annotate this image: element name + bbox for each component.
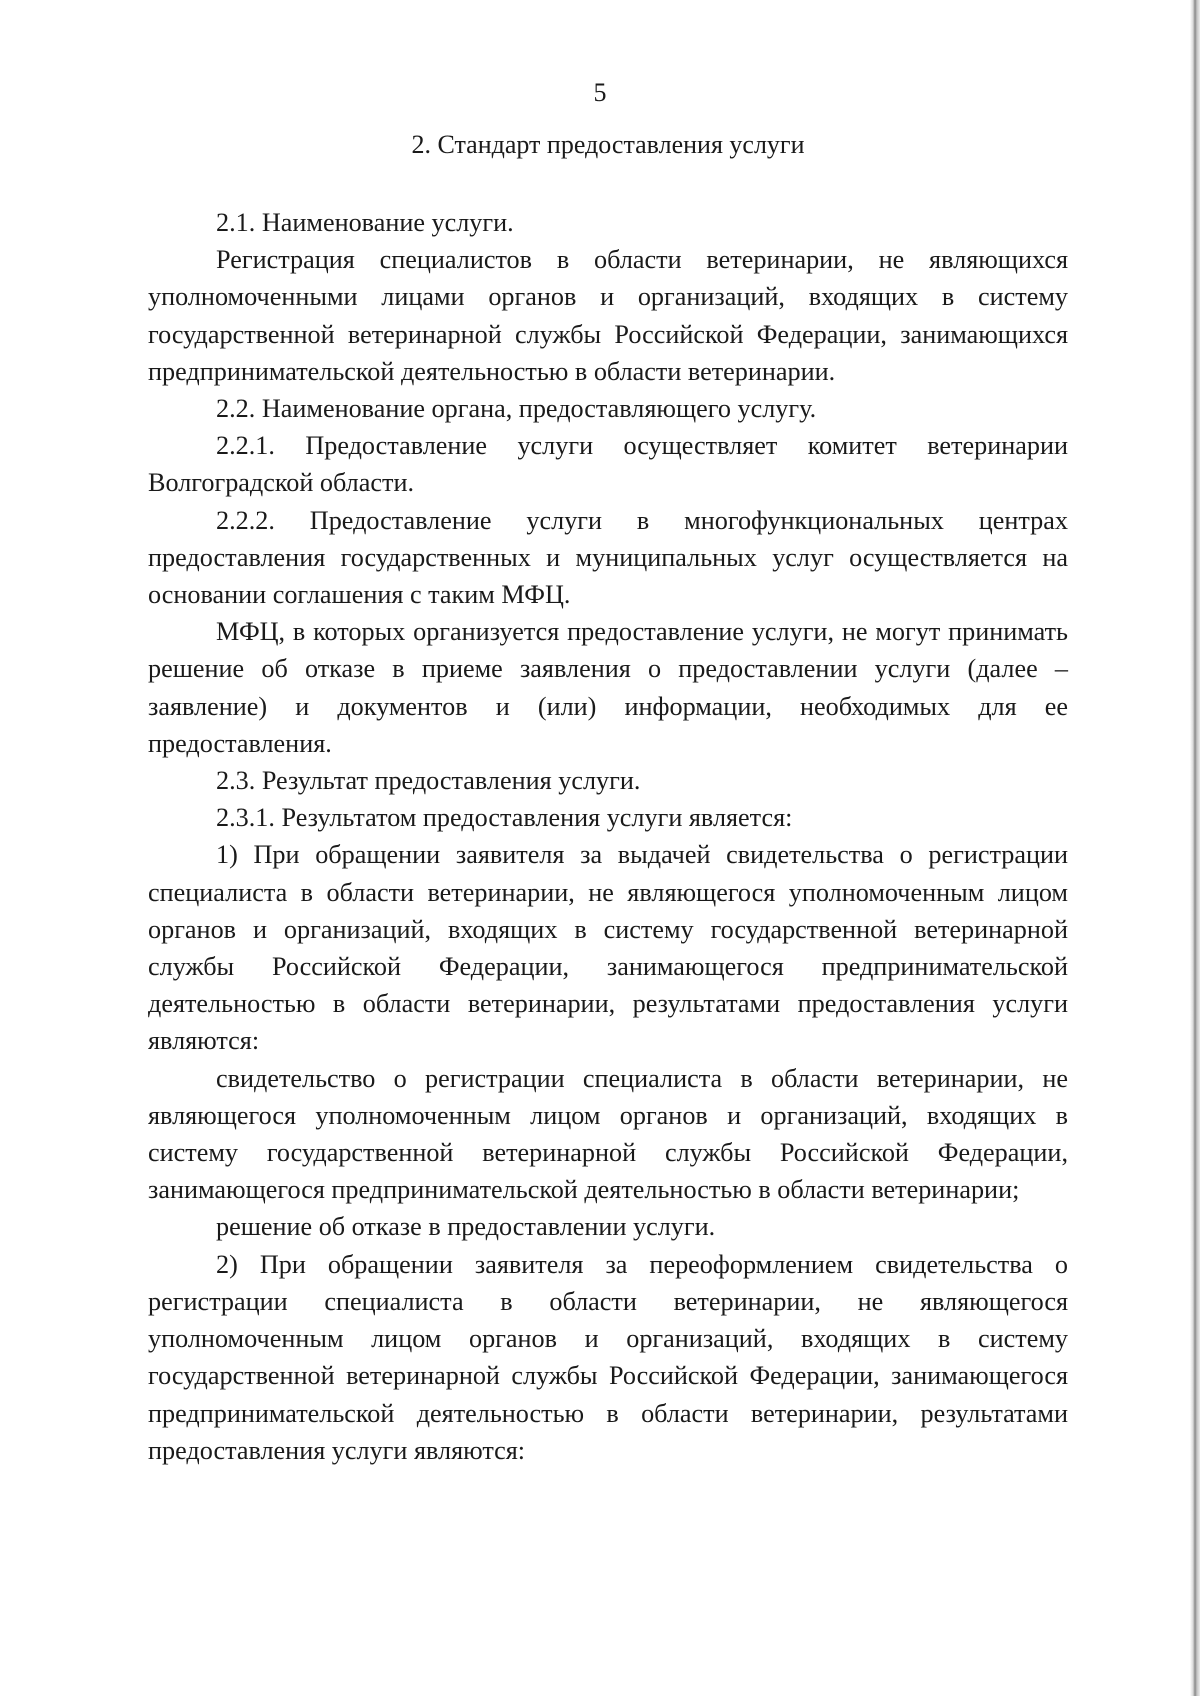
- paragraph-2-1-heading: 2.1. Наименование услуги.: [216, 208, 514, 237]
- paragraph-service-name: Регистрация специалистов в области ветеринарии, не являющихся уполномоченными лицами органов и организаций, входящих в систему государственной ветеринарной службы Российской Федерации, занимающихся предпринимательской деятельностью в области ветеринарии.: [148, 245, 1068, 386]
- document-body: [148, 204, 1068, 1469]
- paragraph-item-1: 1) При обращении заявителя за выдачей свидетельства о регистрации специалиста в области ветеринарии, не являющегося уполномоченным лицом органов и организаций, входящих в систему государственной ветеринарной службы Российской Федерации, занимающегося предпринимательской деятельностью в области ветеринарии, результатами предоставления услуги являются:: [148, 840, 1068, 1056]
- paragraph-2-2-1: 2.2.1. Предоставление услуги осуществляет комитет ветеринарии Волгоградской области.: [148, 431, 1068, 498]
- paragraph-2-3-heading: 2.3. Результат предоставления услуги.: [216, 766, 641, 796]
- scan-edge-shadow: [1190, 0, 1200, 1696]
- paragraph-item-2: 2) При обращении заявителя за переоформлением свидетельства о регистрации специалиста в области ветеринарии, не являющегося уполномоченным лицом органов и организаций, входящих в систему государственной ветеринарной службы Российской Федерации, занимающегося предпринимательской деятельностью в области ветеринарии, результатами предоставления услуги являются:: [148, 1249, 1068, 1465]
- section-title: 2. Стандарт предоставления услуги: [411, 130, 805, 159]
- paragraph-refusal: решение об отказе в предоставлении услуги.: [216, 1212, 716, 1242]
- paragraph-mfc: МФЦ, в которых организуется предоставление услуги, не могут принимать решение об отказе в приеме заявления о предоставлении услуги (далее – заявление) и документов и (или) информации, необходимых для ее предоставления.: [148, 617, 1068, 758]
- page-number: 5: [593, 78, 607, 107]
- paragraph-2-2-2: 2.2.2. Предоставление услуги в многофункциональных центрах предоставления государственных и муниципальных услуг осуществляется на основании соглашения с таким МФЦ.: [148, 505, 1068, 610]
- paragraph-2-3-1: 2.3.1. Результатом предоставления услуги является:: [216, 803, 793, 833]
- paragraph-certificate: свидетельство о регистрации специалиста в области ветеринарии, не являющегося уполномоченным лицом органов и организаций, входящих в систему государственной ветеринарной службы Российской Федерации, занимающегося предпринимательской деятельностью в области ветеринарии;: [148, 1063, 1068, 1205]
- paragraph-2-2-heading: 2.2. Наименование органа, предоставляющего услугу.: [216, 394, 817, 424]
